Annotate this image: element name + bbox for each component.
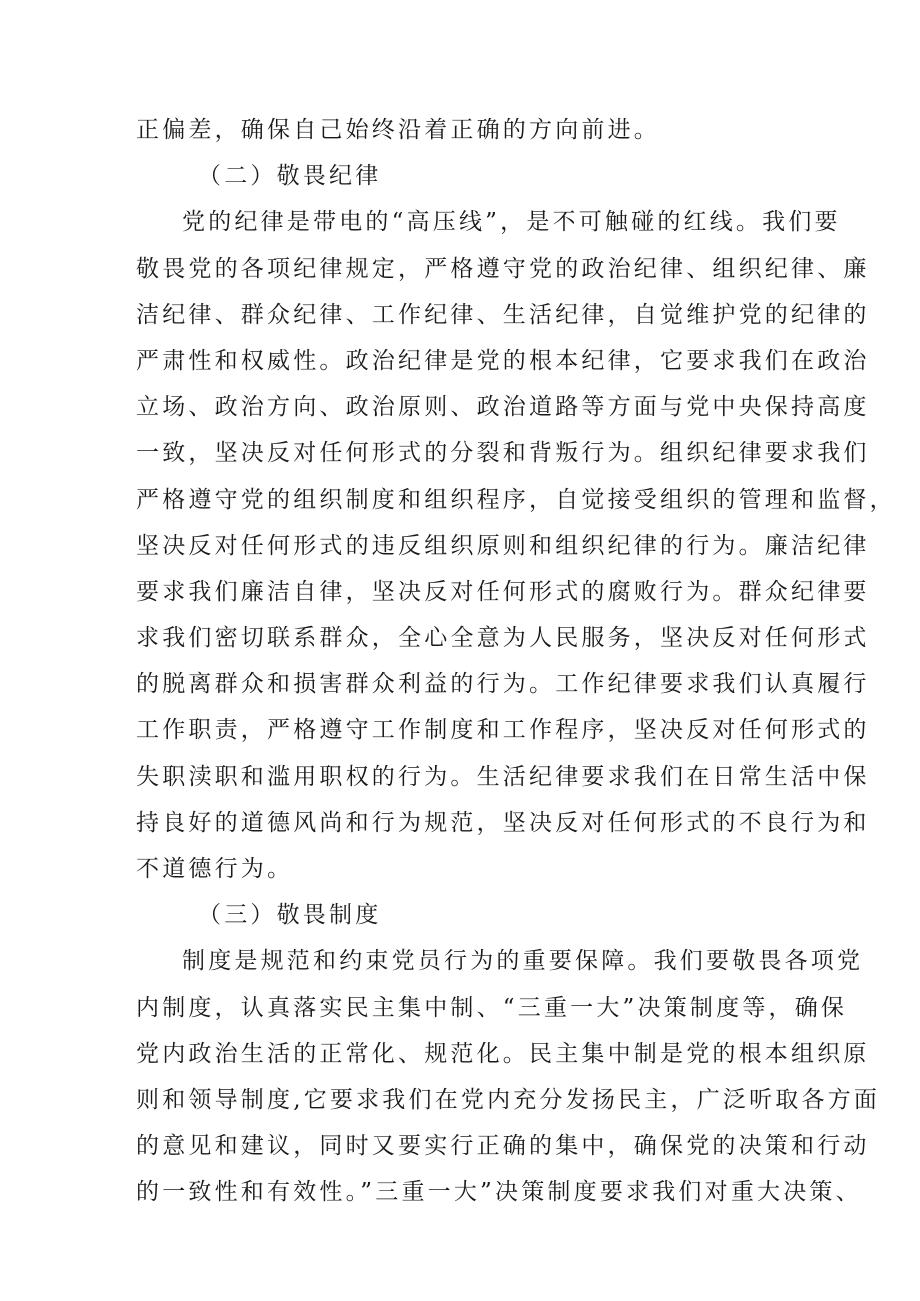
paragraph-line: 一致，坚决反对任何形式的分裂和背叛行为。组织纪律要求我们 [136,440,870,467]
paragraph-line: 立场、政治方向、政治原则、政治道路等方面与党中央保持高度 [136,394,870,421]
paragraph-line: 制度是规范和约束党员行为的重要保障。我们要敬畏各项党 [182,948,864,975]
heading-text: （三）敬畏制度 [198,902,382,929]
paragraph-line: 求我们密切联系群众，全心全意为人民服务，坚决反对任何形式 [136,625,870,652]
paragraph-line: 敬畏党的各项纪律规定，严格遵守党的政治纪律、组织纪律、廉 [136,255,870,282]
paragraph-line: 正偏差，确保自己始终沿着正确的方向前进。 [136,117,660,143]
paragraph-line: 工作职责，严格遵守工作制度和工作程序，坚决反对任何形式的 [136,717,870,744]
paragraph-line: 的一致性和有效性。”三重一大”决策制度要求我们对重大决策、 [136,1179,862,1206]
paragraph-line: 洁纪律、群众纪律、工作纪律、生活纪律，自觉维护党的纪律的 [136,301,870,328]
paragraph-line: 严格遵守党的组织制度和组织程序，自觉接受组织的管理和监督， [136,486,896,513]
paragraph-line: 不道德行为。 [136,856,294,882]
paragraph-line: 要求我们廉洁自律，坚决反对任何形式的腐败行为。群众纪律要 [136,578,870,605]
paragraph-line: 党内政治生活的正常化、规范化。民主集中制是党的根本组织原 [136,1040,870,1067]
paragraph-line: 党的纪律是带电的“高压线”，是不可触碰的红线。我们要 [182,209,841,236]
paragraph-line: 则和领导制度,它要求我们在党内充分发扬民主，广泛听取各方面 [136,1086,881,1113]
heading-text: （二）敬畏纪律 [198,163,382,190]
section-heading [136,892,784,938]
paragraph-line: 的意见和建议，同时又要实行正确的集中，确保党的决策和行动 [136,1133,870,1160]
paragraph-line: 坚决反对任何形式的违反组织原则和组织纪律的行为。廉洁纪律 [136,532,870,559]
paragraph-line: 内制度，认真落实民主集中制、“三重一大”决策制度等，确保 [136,994,848,1021]
paragraph-line: 失职渎职和滥用职权的行为。生活纪律要求我们在日常生活中保 [136,763,870,790]
document-body [136,107,896,1216]
paragraph-continuation [136,107,784,153]
paragraph-line: 持良好的道德风尚和行为规范，坚决反对任何形式的不良行为和 [136,809,870,836]
section-heading [136,153,784,199]
paragraph-line: 的脱离群众和损害群众利益的行为。工作纪律要求我们认真履行 [136,671,870,698]
paragraph [136,938,881,1215]
paragraph [136,199,896,892]
paragraph-line: 严肃性和权威性。政治纪律是党的根本纪律，它要求我们在政治 [136,347,870,374]
